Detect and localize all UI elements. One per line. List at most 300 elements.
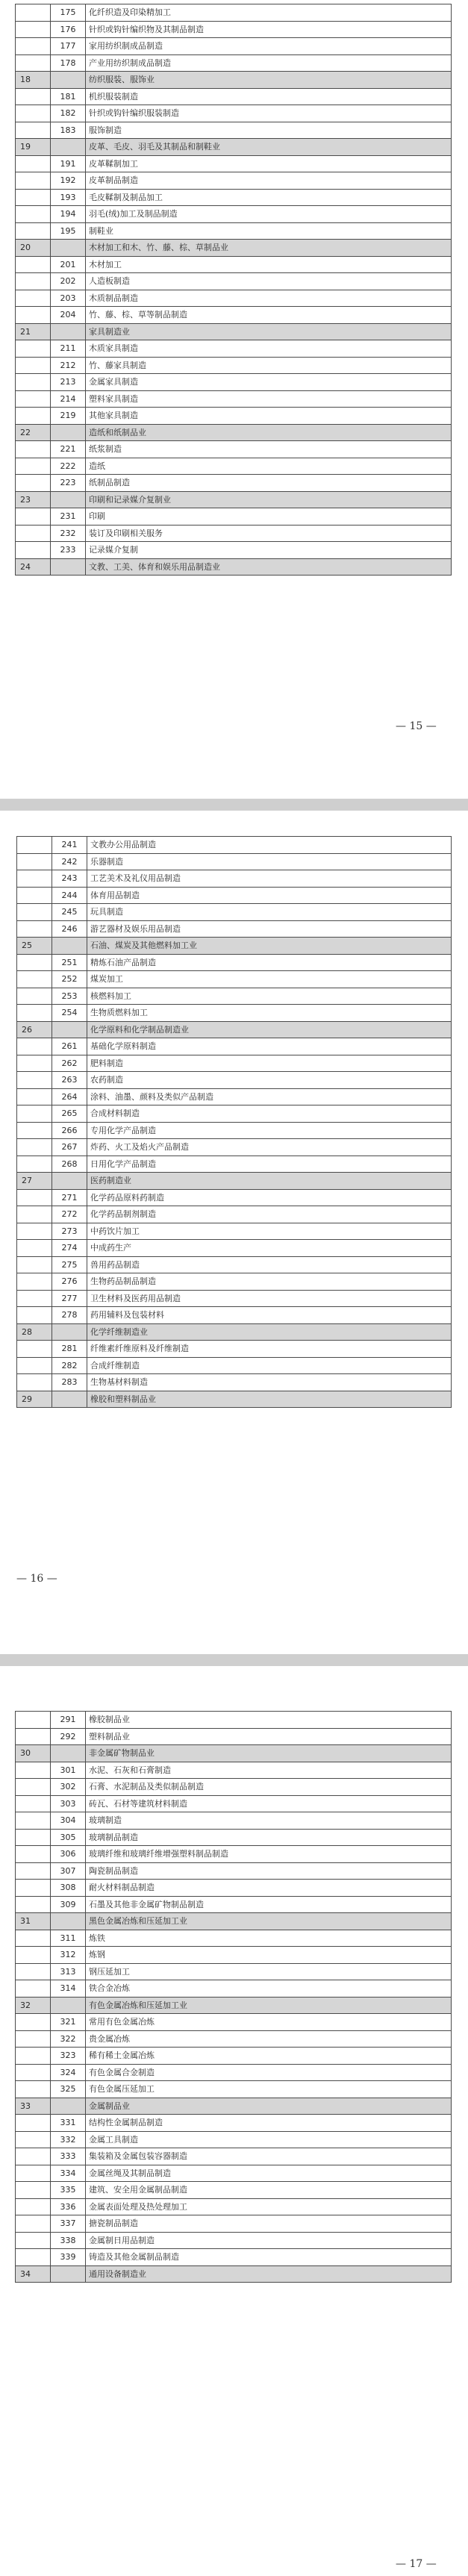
category-name: 煤炭加工 bbox=[87, 971, 452, 988]
major-category-row bbox=[17, 1391, 452, 1408]
category-name: 橡胶制品业 bbox=[86, 1712, 452, 1729]
category-name: 玻璃纤维和玻璃纤维增强塑料制品制造 bbox=[86, 1846, 452, 1863]
table-row bbox=[16, 88, 452, 105]
table-row bbox=[17, 1139, 452, 1156]
category-name: 体育用品制造 bbox=[87, 887, 452, 904]
subcategory-code: 194 bbox=[51, 206, 86, 223]
category-name: 装订及印刷相关服务 bbox=[86, 525, 452, 542]
category-name: 常用有色金属冶炼 bbox=[86, 2014, 452, 2031]
subcategory-code bbox=[52, 1391, 87, 1408]
category-name: 结构性金属制品制造 bbox=[86, 2115, 452, 2132]
category-name: 玻璃制造 bbox=[86, 1812, 452, 1830]
table-row bbox=[16, 2048, 452, 2065]
category-name: 石膏、水泥制品及类似制品制造 bbox=[86, 1779, 452, 1796]
subcategory-code: 222 bbox=[51, 458, 86, 475]
subcategory-code: 251 bbox=[52, 954, 87, 971]
category-code bbox=[16, 54, 51, 72]
category-code: 34 bbox=[16, 2265, 51, 2283]
table-row bbox=[17, 1206, 452, 1223]
category-code bbox=[17, 954, 52, 971]
subcategory-code: 335 bbox=[51, 2182, 86, 2199]
table-row bbox=[16, 2215, 452, 2233]
category-name: 耐火材料制品制造 bbox=[86, 1880, 452, 1897]
category-name: 炼铁 bbox=[86, 1930, 452, 1947]
category-code bbox=[16, 222, 51, 240]
category-name: 金属工具制造 bbox=[86, 2131, 452, 2148]
category-code bbox=[17, 853, 52, 870]
category-name: 金属家具制造 bbox=[86, 374, 452, 391]
category-name: 造纸 bbox=[86, 458, 452, 475]
subcategory-code: 201 bbox=[51, 256, 86, 273]
category-code bbox=[16, 1930, 51, 1947]
category-name: 中成药生产 bbox=[87, 1240, 452, 1257]
category-code bbox=[16, 2048, 51, 2065]
table-row bbox=[16, 1947, 452, 1964]
category-code bbox=[16, 1728, 51, 1745]
category-code bbox=[16, 2249, 51, 2266]
category-code bbox=[17, 1088, 52, 1105]
category-code bbox=[17, 1072, 52, 1089]
subcategory-code: 233 bbox=[51, 542, 86, 559]
category-name: 金属制日用品制造 bbox=[86, 2232, 452, 2249]
major-category-row bbox=[16, 2265, 452, 2283]
category-code: 29 bbox=[17, 1391, 52, 1408]
category-name: 医药制造业 bbox=[87, 1173, 452, 1190]
subcategory-code: 312 bbox=[51, 1947, 86, 1964]
subcategory-code: 273 bbox=[52, 1223, 87, 1240]
category-name: 文教办公用品制造 bbox=[87, 837, 452, 854]
table-row bbox=[16, 1862, 452, 1880]
category-code bbox=[16, 2165, 51, 2182]
table-row bbox=[17, 988, 452, 1005]
category-name: 铸造及其他金属制品制造 bbox=[86, 2249, 452, 2266]
table-row bbox=[16, 1762, 452, 1779]
subcategory-code: 252 bbox=[52, 971, 87, 988]
table-row bbox=[17, 1307, 452, 1324]
category-name: 塑料制品业 bbox=[86, 1728, 452, 1745]
subcategory-code bbox=[51, 1997, 86, 2014]
subcategory-code bbox=[51, 323, 86, 340]
category-name: 针织或钩针编织服装制造 bbox=[86, 105, 452, 122]
subcategory-code: 214 bbox=[51, 390, 86, 408]
subcategory-code: 195 bbox=[51, 222, 86, 240]
category-code bbox=[16, 189, 51, 206]
subcategory-code: 213 bbox=[51, 374, 86, 391]
table-row bbox=[17, 1122, 452, 1139]
category-name: 陶瓷制品制造 bbox=[86, 1862, 452, 1880]
table-row bbox=[17, 971, 452, 988]
category-code: 28 bbox=[17, 1323, 52, 1341]
major-category-row bbox=[16, 558, 452, 576]
subcategory-code: 324 bbox=[51, 2064, 86, 2081]
major-category-row bbox=[16, 1913, 452, 1930]
subcategory-code: 304 bbox=[51, 1812, 86, 1830]
category-name: 产业用纺织制成品制造 bbox=[86, 54, 452, 72]
table-row bbox=[16, 290, 452, 307]
category-name: 卫生材料及医药用品制造 bbox=[87, 1290, 452, 1307]
category-code bbox=[17, 1223, 52, 1240]
category-code bbox=[17, 1038, 52, 1055]
category-code: 18 bbox=[16, 72, 51, 89]
major-category-row bbox=[16, 424, 452, 441]
category-name: 木质家具制造 bbox=[86, 340, 452, 358]
category-code bbox=[16, 475, 51, 492]
category-code bbox=[16, 390, 51, 408]
category-code bbox=[17, 870, 52, 888]
subcategory-code bbox=[51, 2265, 86, 2283]
table-row bbox=[16, 2115, 452, 2132]
category-code: 24 bbox=[16, 558, 51, 576]
subcategory-code: 271 bbox=[52, 1189, 87, 1206]
subcategory-code: 223 bbox=[51, 475, 86, 492]
major-category-row bbox=[17, 1323, 452, 1341]
table-row bbox=[16, 508, 452, 526]
category-name: 集装箱及金属包装容器制造 bbox=[86, 2148, 452, 2165]
subcategory-code bbox=[52, 1021, 87, 1038]
table-row bbox=[17, 1088, 452, 1105]
subcategory-code bbox=[51, 2098, 86, 2115]
category-code bbox=[16, 1812, 51, 1830]
category-code bbox=[16, 2081, 51, 2098]
category-code bbox=[17, 1240, 52, 1257]
table-row bbox=[16, 1896, 452, 1913]
table-row bbox=[16, 256, 452, 273]
subcategory-code: 211 bbox=[51, 340, 86, 358]
subcategory-code: 283 bbox=[52, 1374, 87, 1391]
category-code bbox=[16, 458, 51, 475]
category-name: 针织或钩针编织物及其制品制造 bbox=[86, 21, 452, 38]
category-code bbox=[16, 1762, 51, 1779]
category-name: 合成材料制造 bbox=[87, 1105, 452, 1123]
category-code: 21 bbox=[16, 323, 51, 340]
table-row bbox=[16, 2131, 452, 2148]
table-row bbox=[16, 1846, 452, 1863]
category-code bbox=[17, 1206, 52, 1223]
subcategory-code: 231 bbox=[51, 508, 86, 526]
subcategory-code: 221 bbox=[51, 441, 86, 458]
subcategory-code: 322 bbox=[51, 2030, 86, 2048]
category-name: 家用纺织制成品制造 bbox=[86, 38, 452, 55]
table-row bbox=[16, 441, 452, 458]
category-name: 药用辅料及包装材料 bbox=[87, 1307, 452, 1324]
table-row bbox=[16, 1779, 452, 1796]
category-code bbox=[16, 2215, 51, 2233]
category-code bbox=[16, 1963, 51, 1980]
table-row bbox=[16, 307, 452, 324]
subcategory-code: 272 bbox=[52, 1206, 87, 1223]
category-code bbox=[16, 4, 51, 22]
category-name: 生物药品制品制造 bbox=[87, 1273, 452, 1291]
category-code bbox=[16, 1779, 51, 1796]
page-17 bbox=[0, 1666, 468, 2576]
table-row bbox=[17, 1038, 452, 1055]
subcategory-code: 336 bbox=[51, 2198, 86, 2215]
category-name: 化学药品原料药制造 bbox=[87, 1189, 452, 1206]
table-row bbox=[17, 1256, 452, 1273]
subcategory-code: 219 bbox=[51, 408, 86, 425]
subcategory-code: 333 bbox=[51, 2148, 86, 2165]
table-row bbox=[16, 2198, 452, 2215]
subcategory-code: 291 bbox=[51, 1712, 86, 1729]
subcategory-code: 246 bbox=[52, 920, 87, 938]
subcategory-code: 292 bbox=[51, 1728, 86, 1745]
subcategory-code: 307 bbox=[51, 1862, 86, 1880]
subcategory-code: 191 bbox=[51, 155, 86, 172]
subcategory-code: 321 bbox=[51, 2014, 86, 2031]
table-row bbox=[16, 38, 452, 55]
category-name: 铁合金冶炼 bbox=[86, 1980, 452, 1998]
category-code: 31 bbox=[16, 1913, 51, 1930]
subcategory-code: 202 bbox=[51, 273, 86, 290]
subcategory-code: 183 bbox=[51, 122, 86, 139]
category-name: 竹、藤家具制造 bbox=[86, 357, 452, 374]
subcategory-code: 275 bbox=[52, 1256, 87, 1273]
subcategory-code: 339 bbox=[51, 2249, 86, 2266]
major-category-row bbox=[16, 72, 452, 89]
table-row bbox=[16, 105, 452, 122]
table-row bbox=[17, 1290, 452, 1307]
subcategory-code: 243 bbox=[52, 870, 87, 888]
category-name: 机织服装制造 bbox=[86, 88, 452, 105]
category-code: 23 bbox=[16, 491, 51, 508]
category-name: 其他家具制造 bbox=[86, 408, 452, 425]
category-code: 30 bbox=[16, 1745, 51, 1762]
category-code bbox=[17, 1139, 52, 1156]
subcategory-code: 182 bbox=[51, 105, 86, 122]
table-row bbox=[16, 357, 452, 374]
category-name: 纤维素纤维原料及纤维制造 bbox=[87, 1341, 452, 1358]
major-category-row bbox=[16, 323, 452, 340]
subcategory-code: 331 bbox=[51, 2115, 86, 2132]
category-name: 有色金属合金制造 bbox=[86, 2064, 452, 2081]
category-name: 记录媒介复制 bbox=[86, 542, 452, 559]
category-code bbox=[16, 256, 51, 273]
category-code bbox=[16, 1980, 51, 1998]
category-code bbox=[17, 1156, 52, 1173]
category-name: 金属丝绳及其制品制造 bbox=[86, 2165, 452, 2182]
category-name: 游艺器材及娱乐用品制造 bbox=[87, 920, 452, 938]
category-name: 化学原料和化学制品制造业 bbox=[87, 1021, 452, 1038]
classification-table bbox=[16, 836, 452, 1408]
category-name: 生物基材料制造 bbox=[87, 1374, 452, 1391]
category-code bbox=[17, 1357, 52, 1374]
category-code bbox=[16, 1947, 51, 1964]
table-row bbox=[16, 475, 452, 492]
major-category-row bbox=[17, 1021, 452, 1038]
subcategory-code bbox=[51, 558, 86, 576]
category-code bbox=[16, 290, 51, 307]
category-name: 化纤织造及印染精加工 bbox=[86, 4, 452, 22]
subcategory-code: 301 bbox=[51, 1762, 86, 1779]
category-code bbox=[16, 1795, 51, 1812]
table-row bbox=[16, 1880, 452, 1897]
table-row bbox=[16, 1963, 452, 1980]
subcategory-code: 267 bbox=[52, 1139, 87, 1156]
classification-table bbox=[15, 1711, 452, 2283]
category-code bbox=[16, 172, 51, 190]
major-category-row bbox=[16, 1997, 452, 2014]
page-number: — 15 — bbox=[396, 720, 437, 732]
category-name: 金属制品业 bbox=[86, 2098, 452, 2115]
table-row bbox=[17, 1374, 452, 1391]
table-row bbox=[17, 837, 452, 854]
table-row bbox=[16, 1812, 452, 1830]
category-name: 搪瓷制品制造 bbox=[86, 2215, 452, 2233]
major-category-row bbox=[16, 491, 452, 508]
category-name: 人造板制造 bbox=[86, 273, 452, 290]
subcategory-code bbox=[52, 1323, 87, 1341]
category-name: 有色金属压延加工 bbox=[86, 2081, 452, 2098]
page-number: — 17 — bbox=[396, 2558, 437, 2570]
category-name: 皮革、毛皮、羽毛及其制品和制鞋业 bbox=[86, 139, 452, 156]
category-name: 炼钢 bbox=[86, 1947, 452, 1964]
table-row bbox=[17, 1223, 452, 1240]
subcategory-code: 192 bbox=[51, 172, 86, 190]
subcategory-code: 314 bbox=[51, 1980, 86, 1998]
category-code bbox=[16, 2064, 51, 2081]
table-row bbox=[16, 2148, 452, 2165]
subcategory-code: 244 bbox=[52, 887, 87, 904]
category-name: 化学药品制剂制造 bbox=[87, 1206, 452, 1223]
category-code bbox=[16, 1846, 51, 1863]
subcategory-code: 263 bbox=[52, 1072, 87, 1089]
category-code bbox=[16, 1896, 51, 1913]
category-name: 金属表面处理及热处理加工 bbox=[86, 2198, 452, 2215]
subcategory-code: 309 bbox=[51, 1896, 86, 1913]
category-code bbox=[17, 1374, 52, 1391]
table-row bbox=[16, 155, 452, 172]
table-row bbox=[17, 1341, 452, 1358]
category-code bbox=[16, 374, 51, 391]
subcategory-code: 181 bbox=[51, 88, 86, 105]
category-name: 造纸和纸制品业 bbox=[86, 424, 452, 441]
category-code bbox=[17, 1290, 52, 1307]
table-row bbox=[16, 2064, 452, 2081]
category-code bbox=[17, 1122, 52, 1139]
category-name: 毛皮鞣制及制品加工 bbox=[86, 189, 452, 206]
subcategory-code: 176 bbox=[51, 21, 86, 38]
subcategory-code bbox=[51, 139, 86, 156]
subcategory-code: 277 bbox=[52, 1290, 87, 1307]
subcategory-code: 212 bbox=[51, 357, 86, 374]
category-name: 稀有稀土金属冶炼 bbox=[86, 2048, 452, 2065]
table-row bbox=[17, 870, 452, 888]
table-row bbox=[16, 206, 452, 223]
category-code bbox=[16, 105, 51, 122]
table-row bbox=[16, 4, 452, 22]
subcategory-code: 193 bbox=[51, 189, 86, 206]
category-code bbox=[17, 837, 52, 854]
subcategory-code: 254 bbox=[52, 1005, 87, 1022]
table-row bbox=[17, 1357, 452, 1374]
table-row bbox=[16, 2014, 452, 2031]
subcategory-code: 313 bbox=[51, 1963, 86, 1980]
category-name: 羽毛(绒)加工及制品制造 bbox=[86, 206, 452, 223]
category-code bbox=[16, 206, 51, 223]
category-name: 纺织服装、服饰业 bbox=[86, 72, 452, 89]
table-row bbox=[16, 2030, 452, 2048]
category-code bbox=[16, 88, 51, 105]
category-name: 非金属矿物制品业 bbox=[86, 1745, 452, 1762]
subcategory-code: 334 bbox=[51, 2165, 86, 2182]
subcategory-code: 281 bbox=[52, 1341, 87, 1358]
subcategory-code: 303 bbox=[51, 1795, 86, 1812]
major-category-row bbox=[16, 139, 452, 156]
subcategory-code: 311 bbox=[51, 1930, 86, 1947]
subcategory-code: 274 bbox=[52, 1240, 87, 1257]
category-code bbox=[17, 1341, 52, 1358]
table-row bbox=[16, 1930, 452, 1947]
category-code bbox=[17, 1189, 52, 1206]
category-code bbox=[16, 525, 51, 542]
subcategory-code: 266 bbox=[52, 1122, 87, 1139]
subcategory-code: 241 bbox=[52, 837, 87, 854]
category-code bbox=[16, 38, 51, 55]
subcategory-code: 337 bbox=[51, 2215, 86, 2233]
category-code bbox=[16, 340, 51, 358]
category-code bbox=[17, 904, 52, 921]
table-row bbox=[16, 122, 452, 139]
category-name: 石墨及其他非金属矿物制品制造 bbox=[86, 1896, 452, 1913]
category-name: 皮革鞣制加工 bbox=[86, 155, 452, 172]
category-name: 家具制造业 bbox=[86, 323, 452, 340]
subcategory-code: 282 bbox=[52, 1357, 87, 1374]
table-row bbox=[16, 390, 452, 408]
category-name: 贵金属冶炼 bbox=[86, 2030, 452, 2048]
table-row bbox=[16, 542, 452, 559]
table-row bbox=[17, 1189, 452, 1206]
subcategory-code bbox=[51, 424, 86, 441]
category-code bbox=[17, 887, 52, 904]
category-name: 中药饮片加工 bbox=[87, 1223, 452, 1240]
table-row bbox=[16, 2232, 452, 2249]
category-code bbox=[17, 1273, 52, 1291]
category-code bbox=[16, 1862, 51, 1880]
category-name: 精炼石油产品制造 bbox=[87, 954, 452, 971]
table-row bbox=[16, 374, 452, 391]
table-row bbox=[17, 1005, 452, 1022]
category-name: 纸制品制造 bbox=[86, 475, 452, 492]
category-name: 文教、工美、体育和娱乐用品制造业 bbox=[86, 558, 452, 576]
subcategory-code: 175 bbox=[51, 4, 86, 22]
subcategory-code: 262 bbox=[52, 1055, 87, 1072]
category-name: 合成纤维制造 bbox=[87, 1357, 452, 1374]
table-row bbox=[16, 21, 452, 38]
category-code bbox=[16, 21, 51, 38]
category-code: 33 bbox=[16, 2098, 51, 2115]
category-name: 皮革制品制造 bbox=[86, 172, 452, 190]
table-row bbox=[16, 1728, 452, 1745]
table-row bbox=[17, 954, 452, 971]
category-name: 纸浆制造 bbox=[86, 441, 452, 458]
table-row bbox=[16, 525, 452, 542]
category-name: 肥料制造 bbox=[87, 1055, 452, 1072]
category-code bbox=[16, 1712, 51, 1729]
subcategory-code: 268 bbox=[52, 1156, 87, 1173]
table-row bbox=[16, 340, 452, 358]
table-row bbox=[17, 853, 452, 870]
category-name: 农药制造 bbox=[87, 1072, 452, 1089]
category-code bbox=[16, 408, 51, 425]
category-name: 玩具制造 bbox=[87, 904, 452, 921]
major-category-row bbox=[16, 2098, 452, 2115]
subcategory-code: 204 bbox=[51, 307, 86, 324]
category-name: 砖瓦、石材等建筑材料制造 bbox=[86, 1795, 452, 1812]
subcategory-code: 232 bbox=[51, 525, 86, 542]
subcategory-code: 302 bbox=[51, 1779, 86, 1796]
category-code bbox=[16, 2198, 51, 2215]
subcategory-code: 253 bbox=[52, 988, 87, 1005]
